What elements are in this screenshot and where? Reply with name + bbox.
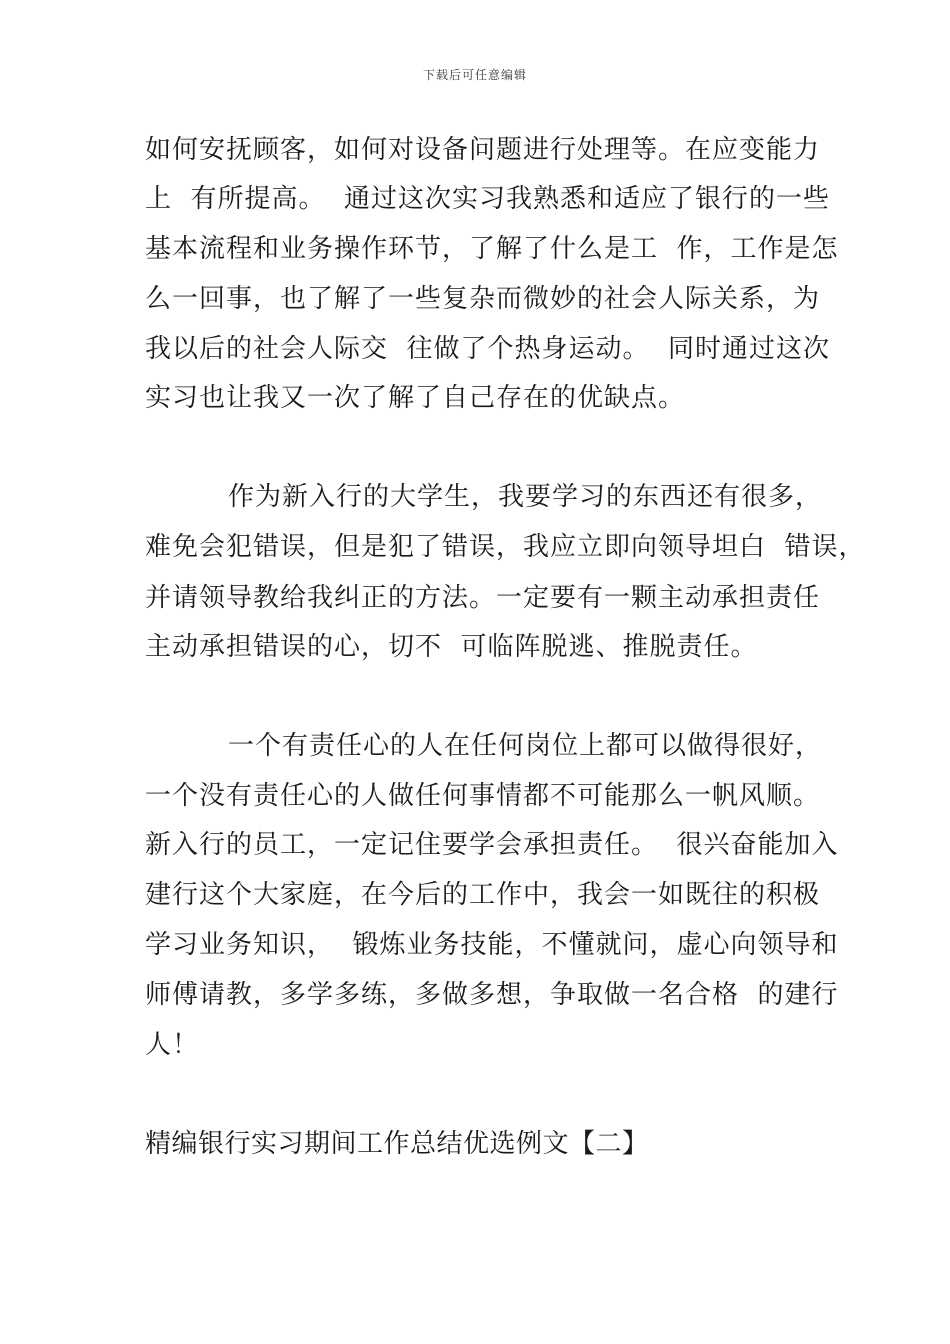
paragraph-1-line-6: 实习也让我又一次了解了自己存在的优缺点。 [145,383,686,413]
page-header: 下载后可任意编辑 [422,68,527,82]
paragraph-3-line-3: 新入行的员工，一定记住要学会承担责任。 很兴奋能加入 [145,830,839,860]
paragraph-3-line-5: 学习业务知识， 锻炼业务技能，不懂就问，虚心向领导和 [145,930,839,960]
paragraph-1-line-1: 如何安抚顾客，如何对设备问题进行处理等。在应变能力 [145,135,821,165]
paragraph-1-line-5: 我以后的社会人际交 往做了个热身运动。 同时通过这次 [145,334,831,364]
section-heading: 精编银行实习期间工作总结优选例文【二】 [145,1129,649,1159]
paragraph-3-line-4: 建行这个大家庭，在今后的工作中，我会一如既往的积极 [145,880,821,910]
paragraph-2-line-3: 并请领导教给我纠正的方法。一定要有一颗主动承担责任 [145,583,821,613]
paragraph-3-line-6: 师傅请教，多学多练，多做多想，争取做一名合格 的建行 [145,980,839,1010]
paragraph-2-line-2: 难免会犯错误，但是犯了错误，我应立即向领导坦白 错误， [145,532,866,562]
paragraph-3-line-2: 一个没有责任心的人做任何事情都不可能那么一帆风顺。 [145,781,821,811]
paragraph-3-line-1: 一个有责任心的人在任何岗位上都可以做得很好， [228,731,823,761]
paragraph-2-line-1: 作为新入行的大学生，我要学习的东西还有很多， [228,482,823,512]
paragraph-3-line-7: 人！ [145,1030,200,1060]
paragraph-1-line-2: 上 有所提高。 通过这次实习我熟悉和适应了银行的一些 [145,184,831,214]
paragraph-2-line-4: 主动承担错误的心，切不 可临阵脱逃、推脱责任。 [145,632,758,662]
paragraph-1-line-3: 基本流程和业务操作环节，了解了什么是工 作，工作是怎 [145,234,839,264]
paragraph-1-line-4: 么一回事，也了解了一些复杂而微妙的社会人际关系，为 [145,284,821,314]
